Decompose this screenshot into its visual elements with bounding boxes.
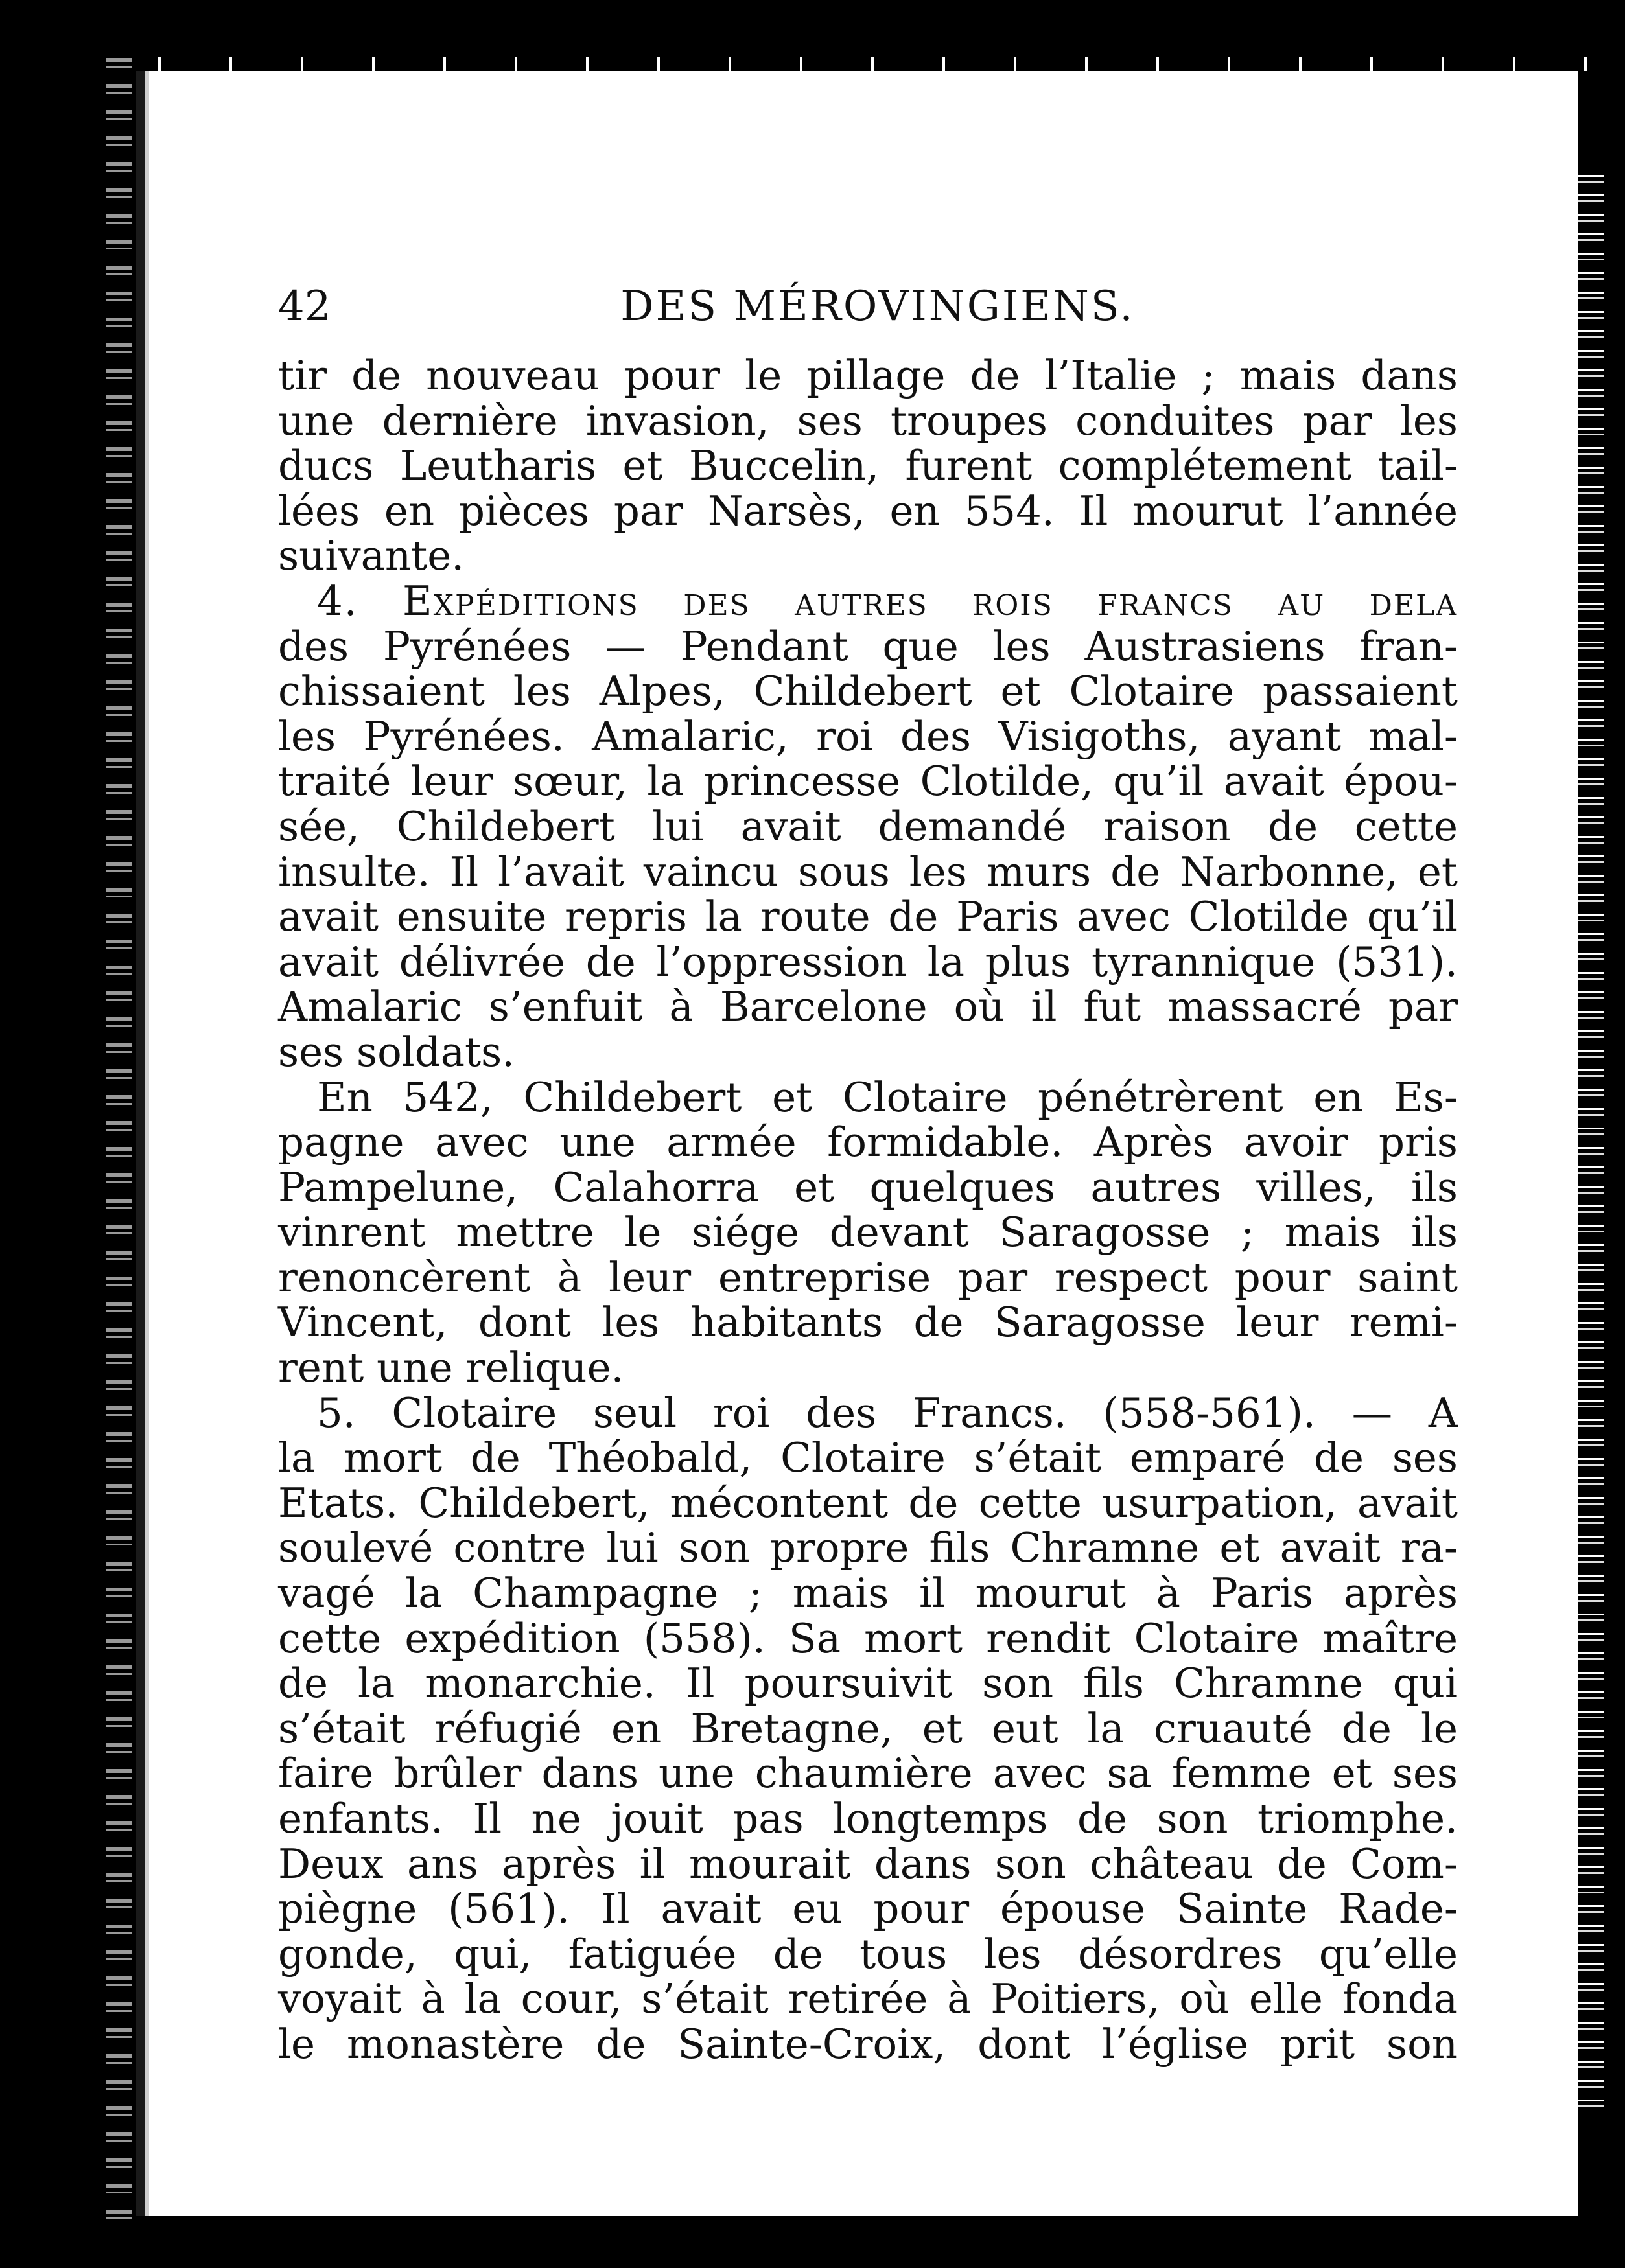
text-line — [278, 1886, 1458, 1932]
text-line-content: ses soldats. — [278, 1028, 515, 1076]
text-line-content: soulevé contre lui son propre fils Chramne et avait ra- — [278, 1524, 1458, 1572]
text-line-content: vinrent mettre le siége devant Saragosse ; mais ils — [278, 1209, 1458, 1256]
text-line-content: lées en pièces par Narsès, en 554. Il mourut l’année — [278, 487, 1458, 535]
text-line-content: pagne avec une armée formidable. Après avoir pris — [278, 1118, 1458, 1166]
text-line-content: voyait à la cour, s’était retirée à Poitiers, où elle fonda — [278, 1975, 1458, 2023]
text-line-content: cette expédition (558). Sa mort rendit Clotaire maître — [278, 1614, 1458, 1662]
text-line — [278, 714, 1458, 759]
text-line-content: s’était réfugié en Bretagne, et eut la cruauté de le — [278, 1704, 1458, 1752]
text-line — [278, 443, 1458, 489]
text-line-content: ducs Leutharis et Buccelin, furent complétement tail- — [278, 442, 1458, 490]
text-line-content: des Pyrénées — Pendant que les Austrasiens fran- — [278, 622, 1458, 670]
text-line-content: renoncèrent à leur entreprise par respect pour saint — [278, 1253, 1458, 1301]
text-line — [278, 984, 1458, 1030]
text-line-content: Pampelune, Calahorra et quelques autres villes, ils — [278, 1163, 1458, 1211]
text-line-content: avait ensuite repris la route de Paris avec Clotilde qu’il — [278, 893, 1458, 941]
text-line — [278, 1120, 1458, 1165]
text-line — [278, 1391, 1458, 1436]
text-line — [278, 1525, 1458, 1571]
text-line-content: avait délivrée de l’oppression la plus tyrannique (531). — [278, 938, 1458, 986]
book-page — [136, 71, 1578, 2216]
text-line-content: Amalaric s’enfuit à Barcelone où il fut massacré par — [278, 983, 1458, 1031]
text-line-content: une dernière invasion, ses troupes conduites par les — [278, 397, 1458, 445]
text-line — [278, 399, 1458, 444]
text-line — [278, 1075, 1458, 1120]
text-line-content: gonde, qui, fatiguée de tous les désordres qu’elle — [278, 1930, 1458, 1978]
text-line-content: chissaient les Alpes, Childebert et Clotaire passaient — [278, 667, 1458, 715]
text-line — [278, 1435, 1458, 1481]
text-line-content: vagé la Champagne ; mais il mourut à Paris après — [278, 1569, 1458, 1617]
text-line — [278, 1796, 1458, 1842]
text-line-content: de la monarchie. Il poursuivit son fils Chramne qui — [278, 1660, 1458, 1707]
text-line-content: 4. Expéditions des autres rois francs au dela — [317, 577, 1458, 625]
body-text — [278, 353, 1458, 2067]
text-line-content: Etats. Childebert, mécontent de cette usurpation, avait — [278, 1479, 1458, 1527]
text-line — [278, 1751, 1458, 1796]
page-number: 42 — [278, 283, 331, 330]
text-line — [278, 894, 1458, 940]
text-line-content: 5. Clotaire seul roi des Francs. (558-561). — A — [317, 1389, 1458, 1437]
text-line — [278, 850, 1458, 895]
text-line — [278, 1842, 1458, 1887]
text-line — [278, 2022, 1458, 2067]
text-line — [278, 1210, 1458, 1255]
text-line — [278, 624, 1458, 669]
text-line-content: piègne (561). Il avait eu pour épouse Sainte Rade- — [278, 1885, 1458, 1933]
text-line — [278, 353, 1458, 399]
page-right-edge — [1578, 175, 1604, 2119]
text-line — [278, 533, 1458, 579]
text-line — [278, 1616, 1458, 1661]
text-line — [278, 1030, 1458, 1075]
text-line — [278, 1300, 1458, 1345]
text-line-content: En 542, Childebert et Clotaire pénétrèrent en Es- — [317, 1073, 1458, 1121]
text-line — [278, 489, 1458, 534]
text-line — [278, 804, 1458, 850]
page-top-edge — [132, 57, 1591, 71]
text-line-content: rent une relique. — [278, 1344, 624, 1392]
running-title: DES MÉROVINGIENS. — [620, 283, 1135, 330]
text-line — [278, 759, 1458, 804]
text-line — [278, 1165, 1458, 1210]
text-line — [278, 940, 1458, 985]
text-line-content: Vincent, dont les habitants de Saragosse leur remi- — [278, 1299, 1458, 1347]
text-line — [278, 1345, 1458, 1391]
text-line — [278, 579, 1458, 624]
text-line-content: enfants. Il ne jouit pas longtemps de son triomphe. — [278, 1795, 1458, 1842]
text-line — [278, 1976, 1458, 2022]
text-line — [278, 669, 1458, 714]
text-line-content: les Pyrénées. Amalaric, roi des Visigoths, ayant mal- — [278, 712, 1458, 760]
text-line-content: sée, Childebert lui avait demandé raison de cette — [278, 802, 1458, 850]
text-line-content: Deux ans après il mourait dans son château de Com- — [278, 1840, 1458, 1888]
page-header — [278, 277, 1458, 336]
text-line-content: faire brûler dans une chaumière avec sa femme et ses — [278, 1750, 1458, 1798]
text-line-content: la mort de Théobald, Clotaire s’était emparé de ses — [278, 1434, 1458, 1482]
text-line-content: traité leur sœur, la princesse Clotilde, qu’il avait épou- — [278, 758, 1458, 805]
text-line — [278, 1706, 1458, 1752]
text-line — [278, 1481, 1458, 1526]
text-line — [278, 1571, 1458, 1616]
text-line-content: suivante. — [278, 532, 465, 580]
text-line-content: tir de nouveau pour le pillage de l’Italie ; mais dans — [278, 352, 1458, 399]
text-line — [278, 1661, 1458, 1706]
text-line-content: le monastère de Sainte-Croix, dont l’église prit son — [278, 2020, 1458, 2068]
text-line-content: insulte. Il l’avait vaincu sous les murs de Narbonne, et — [278, 848, 1458, 896]
text-line — [278, 1255, 1458, 1301]
text-line — [278, 1932, 1458, 1977]
